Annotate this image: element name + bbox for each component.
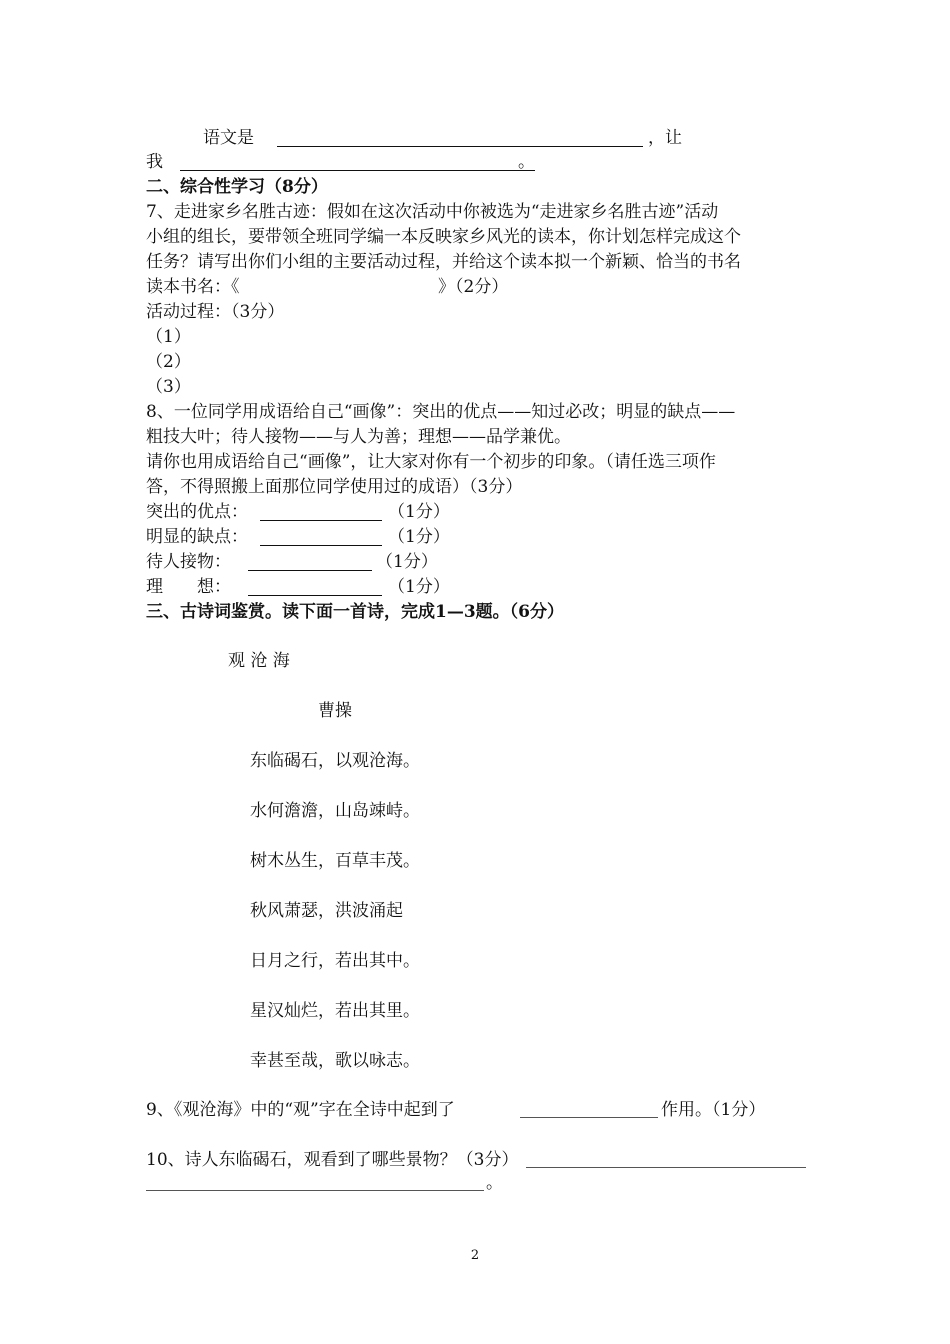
q8-line-3: 请你也用成语给自己“画像”，让大家对你有一个初步的印象。（请任选三项作 (146, 452, 716, 472)
q10-suffix: 。 (486, 1173, 503, 1193)
q8-item-score-strength: （1分） (388, 502, 450, 522)
q8-item-score-manner: （1分） (376, 552, 438, 572)
poem-title: 观 沧 海 (228, 651, 290, 671)
q8-blank-manner[interactable] (248, 552, 372, 571)
q9-answer-blank[interactable] (520, 1099, 658, 1118)
continuation-suffix-1: ，让 (648, 128, 682, 148)
continuation-suffix-2: 。 (518, 152, 535, 172)
poem-line-6: 星汉灿烂，若出其里。 (250, 1001, 420, 1021)
answer-blank-2[interactable] (180, 152, 535, 171)
q8-line-2: 粗技大叶；待人接物——与人为善；理想——品学兼优。 (146, 427, 571, 447)
q7-line-3: 任务？请写出你们小组的主要活动过程，并给这个读本拟一个新颖、恰当的书名 (146, 252, 741, 272)
q8-blank-strength[interactable] (260, 502, 382, 521)
q8-item-score-ideal: （1分） (388, 577, 450, 597)
poem-line-5: 日月之行，若出其中。 (250, 951, 420, 971)
q10-answer-blank-2[interactable] (146, 1172, 484, 1191)
continuation-prefix-2: 我 (146, 152, 163, 172)
q7-process-label: 活动过程：（3分） (146, 302, 285, 322)
q7-step-1: （1） (146, 327, 191, 347)
q7-book-name-label: 读本书名：《 (146, 277, 240, 297)
answer-blank-1[interactable] (277, 128, 643, 147)
q8-line-4: 答，不得照搬上面那位同学使用过的成语）（3分） (146, 477, 523, 497)
poem-line-4: 秋风萧瑟，洪波涌起 (250, 901, 403, 921)
q7-line-2: 小组的组长，要带领全班同学编一本反映家乡风光的读本，你计划怎样完成这个 (146, 227, 741, 247)
q9-prefix: 9、《观沧海》中的“观”字在全诗中起到了 (146, 1100, 455, 1120)
q7-step-2: （2） (146, 352, 191, 372)
section-2-heading: 二、综合性学习（8分） (146, 177, 328, 197)
q10-prefix: 10、诗人东临碣石，观看到了哪些景物？（3分） (146, 1150, 519, 1170)
poem-line-1: 东临碣石，以观沧海。 (250, 751, 420, 771)
q8-line-1: 8、一位同学用成语给自己“画像”：突出的优点——知过必改；明显的缺点—— (146, 402, 736, 422)
q8-item-label-manner: 待人接物： (146, 552, 231, 572)
q10-answer-blank-1[interactable] (526, 1149, 806, 1168)
poem-line-7: 幸甚至哉，歌以咏志。 (250, 1051, 420, 1071)
q7-step-3: （3） (146, 377, 191, 397)
poem-line-2: 水何澹澹，山岛竦峙。 (250, 801, 420, 821)
q7-book-name-close: 》（2分） (438, 277, 509, 297)
continuation-prefix-1: 语文是 (203, 128, 254, 148)
poem-author: 曹操 (318, 701, 352, 721)
q7-line-1: 7、走进家乡名胜古迹：假如在这次活动中你被选为“走进家乡名胜古迹”活动 (146, 202, 719, 222)
section-3-heading: 三、古诗词鉴赏。读下面一首诗，完成1—3题。（6分） (146, 602, 564, 622)
q8-item-label-weakness: 明显的缺点： (146, 527, 248, 547)
q8-blank-ideal[interactable] (248, 577, 382, 596)
poem-line-3: 树木丛生，百草丰茂。 (250, 851, 420, 871)
continuation-line-1 (203, 126, 254, 150)
q8-blank-weakness[interactable] (260, 527, 382, 546)
q8-item-score-weakness: （1分） (388, 527, 450, 547)
q8-item-label-ideal: 理 想： (146, 577, 231, 597)
q8-item-label-strength: 突出的优点： (146, 502, 248, 522)
q9-suffix: 作用。（1分） (661, 1100, 766, 1120)
page-number: 2 (470, 1248, 480, 1263)
